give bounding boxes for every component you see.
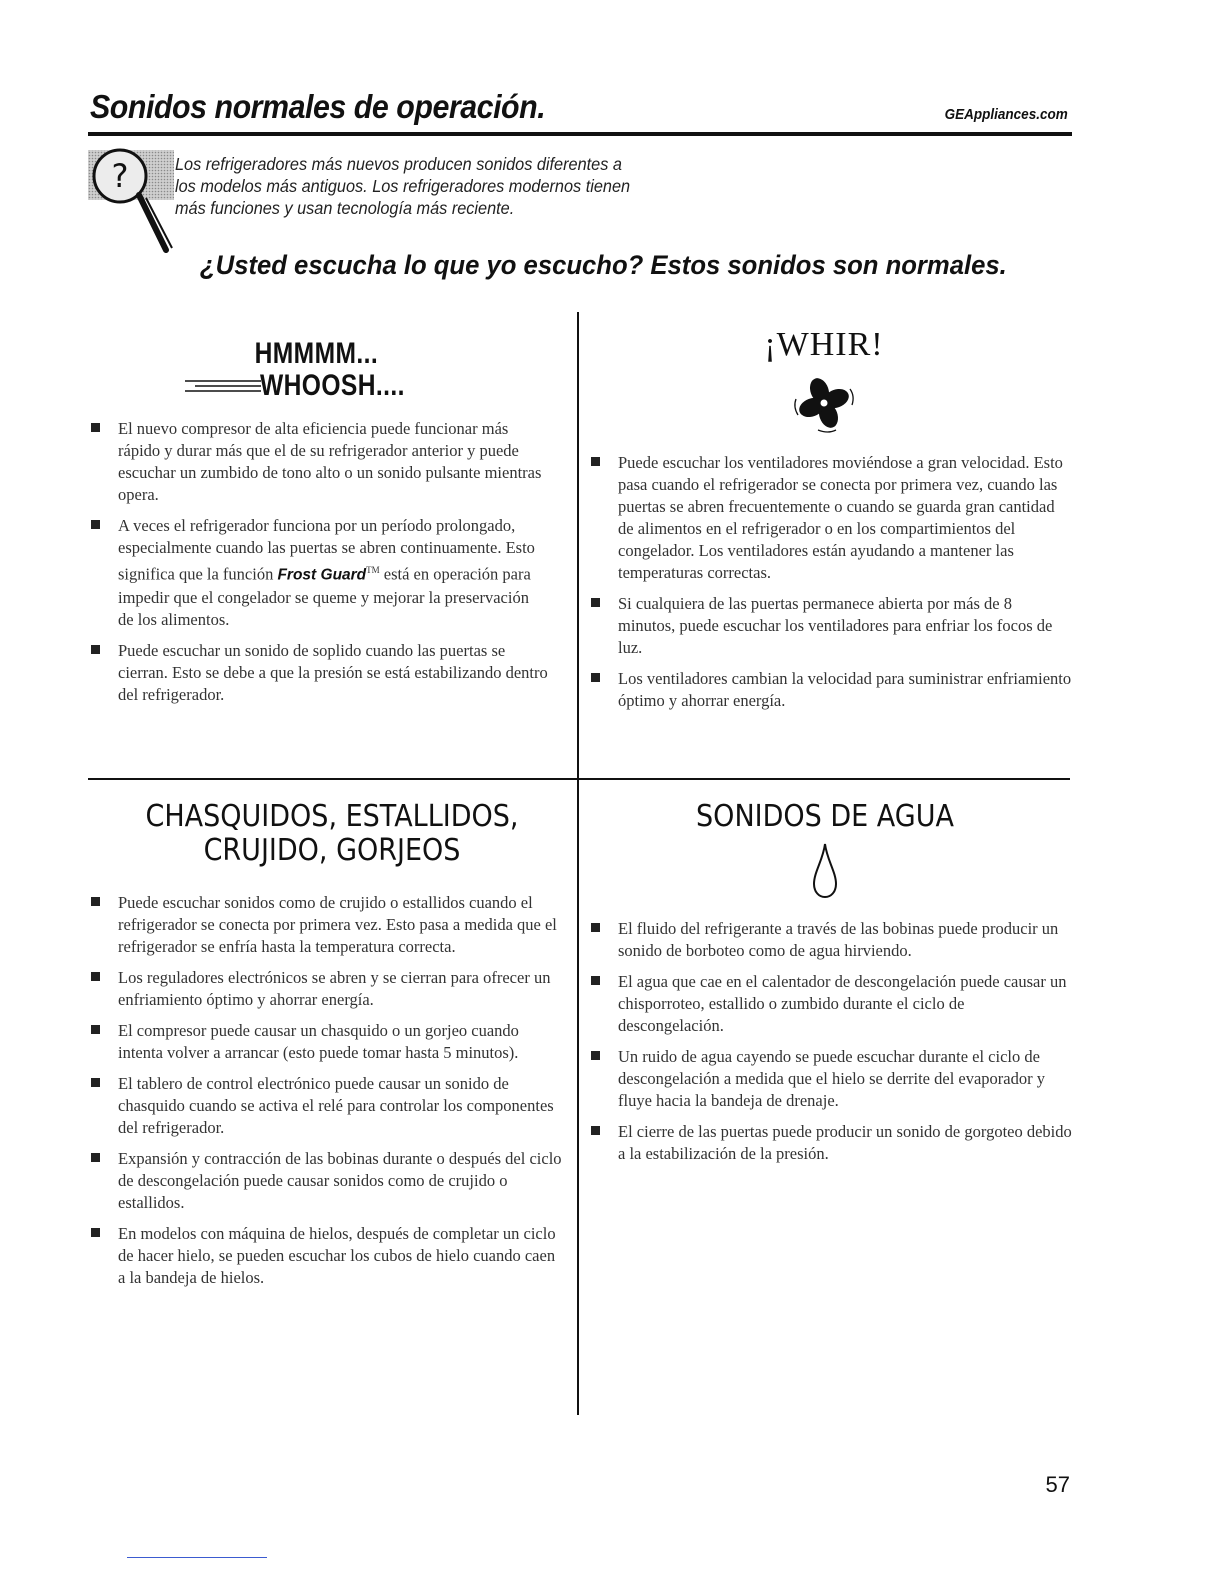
intro-text — [175, 153, 696, 219]
list-item: El fluido del refrigerante a través de las bobinas puede producir un sonido de borboteo como de agua hirviendo. — [588, 918, 1072, 962]
list-item: Puede escuchar un sonido de soplido cuando las puertas se cierran. Esto se debe a que la presión se está estabilizando dentro del refrigerador. — [88, 640, 548, 706]
bullet-icon — [591, 1051, 600, 1060]
agua-heading: SONIDOS DE AGUA — [696, 799, 954, 834]
chasquidos-list — [88, 892, 562, 1298]
list-item: Los reguladores electrónicos se abren y se cierran para ofrecer un enfriamiento óptimo y ahorrar energía. — [88, 967, 562, 1011]
bullet-icon — [91, 897, 100, 906]
list-item: Un ruido de agua cayendo se puede escuchar durante el ciclo de descongelación a medida que el hielo se derrite del evaporador y fluye hacia la bandeja de drenaje. — [588, 1046, 1072, 1112]
whir-heading: ¡WHIR! — [764, 326, 884, 363]
chasquidos-heading — [88, 800, 576, 868]
bullet-icon — [91, 972, 100, 981]
chasquidos-heading-line2: CRUJIDO, GORJEOS — [203, 833, 461, 868]
agua-heading-block — [580, 800, 1070, 900]
title-rule — [88, 132, 1072, 136]
frost-guard-brand: Frost Guard — [277, 566, 367, 584]
page-number: 57 — [1045, 1472, 1070, 1497]
hmmm-heading — [230, 338, 437, 402]
list-item: El nuevo compresor de alta eficiencia puede funcionar más rápido y durar más que el de su refrigerador anterior y puede escuchar un zumbido de tono alto o un sonido pulsante mientras opera. — [88, 418, 548, 506]
bullet-icon — [591, 673, 600, 682]
page-title: Sonidos normales de operación. — [90, 88, 546, 125]
bullet-icon — [591, 457, 600, 466]
hmmm-list — [88, 418, 548, 715]
bullet-icon — [91, 645, 100, 654]
bullet-icon — [91, 423, 100, 432]
whoosh-lines-icon — [185, 378, 265, 398]
list-item: Puede escuchar sonidos como de crujido o estallidos cuando el refrigerador se conecta por primera vez. Esto pasa a medida que el refrigerador se enfría hasta la temperatura correcta. — [88, 892, 562, 958]
list-item: El cierre de las puertas puede producir un sonido de gorgoteo debido a la estabilización de la presión. — [588, 1121, 1072, 1165]
fan-icon — [789, 370, 859, 436]
list-item: Los ventiladores cambian la velocidad para suministrar enfriamiento óptimo y ahorrar energía. — [588, 668, 1072, 712]
list-item: Expansión y contracción de las bobinas durante o después del ciclo de descongelación puede causar sonidos como de crujido o estallidos. — [88, 1148, 562, 1214]
bullet-icon — [591, 598, 600, 607]
column-divider — [577, 312, 579, 1415]
bullet-icon — [591, 976, 600, 985]
question-glyph: ? — [111, 157, 129, 195]
magnifier-question-icon — [88, 142, 178, 257]
list-item: En modelos con máquina de hielos, después de completar un ciclo de hacer hielo, se pueden escuchar los cubos de hielo cuando caen a la bandeja de hielos. — [88, 1223, 562, 1289]
bullet-icon — [591, 923, 600, 932]
bullet-icon — [591, 1126, 600, 1135]
water-drop-icon — [810, 842, 840, 900]
intro-line: más funciones y usan tecnología más reciente. — [175, 198, 515, 218]
intro-line: Los refrigeradores más nuevos producen sonidos diferentes a — [175, 154, 622, 174]
bullet-icon — [91, 520, 100, 529]
chasquidos-heading-line1: CHASQUIDOS, ESTALLIDOS, — [145, 799, 519, 834]
subtitle: ¿Usted escucha lo que yo escucho? Estos sonidos son normales. — [200, 250, 1007, 280]
list-item: El compresor puede causar un chasquido o un gorjeo cuando intenta volver a arrancar (esto puede tomar hasta 5 minutos). — [88, 1020, 562, 1064]
bullet-icon — [91, 1153, 100, 1162]
bullet-icon — [91, 1025, 100, 1034]
hmmm-heading-line1: HMMMM... — [254, 337, 379, 370]
list-item: El agua que cae en el calentador de descongelación puede causar un chisporroteo, estallido o zumbido durante el ciclo de descongelación. — [588, 971, 1072, 1037]
trademark: TM — [366, 565, 380, 575]
site-url[interactable]: GEAppliances.com — [944, 106, 1068, 123]
whoosh-heading-wrap — [230, 370, 437, 402]
whir-list — [588, 452, 1072, 721]
intro-line: los modelos más antiguos. Los refrigeradores modernos tienen — [175, 176, 631, 196]
footer-link-line — [127, 1557, 267, 1558]
whir-heading-block — [578, 326, 1070, 436]
agua-list — [588, 918, 1072, 1174]
bullet-icon — [91, 1228, 100, 1237]
list-item: Puede escuchar los ventiladores moviéndose a gran velocidad. Esto pasa cuando el refrigerador se conecta por primera vez, cuando las puertas se abren frecuentemente o cuando se guarda gran cantidad de alimentos en el refrigerador o en los compartimientos del congelador. Los ventiladores están ayudando a mantener las temperaturas correctas. — [588, 452, 1072, 584]
bullet-icon — [91, 1078, 100, 1087]
list-item: Si cualquiera de las puertas permanece abierta por más de 8 minutos, puede escuchar los ventiladores para enfriar los focos de luz. — [588, 593, 1072, 659]
row-divider — [88, 778, 1070, 780]
list-item: A veces el refrigerador funciona por un período prolongado, especialmente cuando las puertas se abren continuamente. Esto significa que la función Frost Guard™ está en operación para impedir que el congelador se queme y mejorar la preservación de los alimentos. — [88, 515, 548, 631]
list-item: El tablero de control electrónico puede causar un sonido de chasquido cuando se activa el relé para controlar los componentes del refrigerador. — [88, 1073, 562, 1139]
hmmm-heading-line2: WHOOSH.... — [260, 369, 405, 402]
